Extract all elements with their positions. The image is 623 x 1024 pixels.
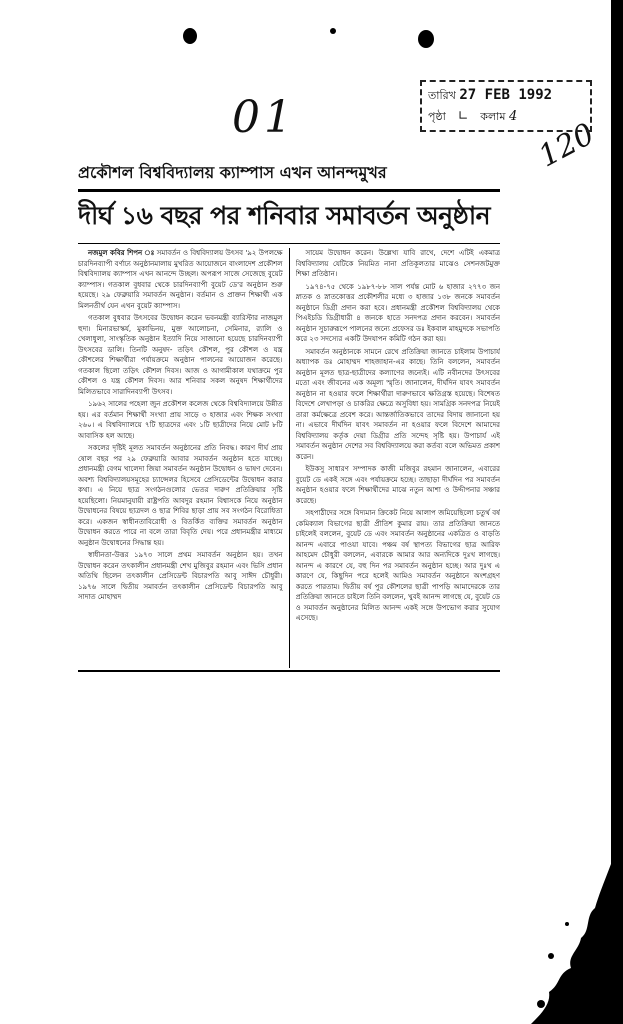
- handwritten-corner-mark: 120: [533, 116, 601, 175]
- scan-edge-damage: [521, 864, 611, 1024]
- article-paragraph: ১৯৭৪-৭৫ থেকে ১৯৮৭-৮৮ সাল পর্যন্ত মোট ৬ হাজার ২৭৭৩ জন স্নাতক ও স্নাতকোত্তর প্রকৌশলীর মধ্যে ৩ হাজার ১৩৮ জনকে সমাবর্তন অনুষ্ঠানে ডিগ্রী প্রদান করা হবে। প্রধানমন্ত্রী প্রকৌশল বিশ্ববিদ্যালয় থেকে পিএইচডি ডিগ্রীধারী ৪ জনকে হাতে সনদপত্র প্রদান করবেন। সমাবর্তন অনুষ্ঠান সুচারুরূপে পালনের জন্যে প্রফেসর ডঃ ইকবাল মাহমুদকে সভাপতি করে ২৩ সদস্যের একটি উদযাপন কমিটি গঠন করা হয়।: [295, 282, 501, 343]
- date-stamp: [420, 80, 592, 132]
- column-divider: [289, 248, 290, 668]
- article-text: সমাবর্তন ও বিশ্ববিদ্যালয় উৎসব '৯২ উপলক্ষে চারদিনব্যাপী বর্ণাঢ্য অনুষ্ঠানমালায় মুখরিত আয়োজনে বাংলাদেশ প্রকৌশল বিশ্ববিদ্যালয় ক্যাম্পাস এখন আনন্দে উচ্ছল। অপরূপ সাজে সেজেছে বুয়েট ক্যাম্পাস। গতকাল বুধবার থেকে চারদিনব্যাপী বুয়েট ডে'র অনুষ্ঠান শুরু হয়েছে। ২৯ ফেব্রুয়ারি সমাবর্তন অনুষ্ঠান। বর্তমান ও প্রাক্তন শিক্ষার্থী এক মিলনতীর্থ যেন এখন বুয়েট ক্যাম্পাস।: [78, 249, 283, 310]
- article-paragraph: সমাবর্তন অনুষ্ঠানকে সামনে রেখে প্রতিক্রিয়া জানতে চাইলাম উপাচার্য অধ্যাপক ডঃ মোহাম্মদ শাহজাহান-এর কাছে। তিনি বললেন, সমাবর্তন অনুষ্ঠান মূলত ছাত্র-ছাত্রীদের কল্যাণের জন্যেই। এটি নবীনদের উৎসবের মতো এবং জীবনের এক অমূল্য স্মৃতি। জানালেন, দীর্ঘদিন যাবৎ সমাবর্তন অনুষ্ঠান না হওয়ার ফলে শিক্ষার্থীরা দারুণভাবে ক্ষতিগ্রস্ত হয়েছে। বিশেষত বিদেশে লেখাপড়া ও চাকরির ক্ষেত্রে অসুবিধা হয়। সামগ্রিক সনদপত্র নিয়েই তারা কর্মক্ষেত্রে প্রবেশ করে। আন্তর্জাতিকভাবে তাদের বিদায় জানানো হয় না। এভাবে দীর্ঘদিন যাবৎ সমাবর্তন না হওয়ার ফলে বিদেশে আমাদের বিশ্ববিদ্যালয় কর্তৃক দেয়া ডিগ্রীর প্রতি সন্দেহ সৃষ্টি হয়। উপাচার্য এই সমাবর্তন অনুষ্ঠান দেশের সব বিশ্ববিদ্যালয়ে করা কর্তব্য বলে অভিমত প্রকাশ করেন।: [295, 347, 501, 461]
- stamp-column-value: 4: [508, 109, 518, 124]
- article-paragraph: [78, 248, 283, 311]
- stamp-date-row: [428, 84, 584, 106]
- stamp-column-label: কলাম: [480, 110, 506, 123]
- article-subheadline: প্রকৌশল বিশ্ববিদ্যালয় ক্যাম্পাস এখন আনন্দমুখর: [78, 160, 500, 192]
- ink-blot-top-left: [183, 28, 197, 44]
- article-paragraph: সহপাঠীদের সঙ্গে বিদ্যমান ক্রিকেট নিয়ে আলাপ জমিয়েছিলো চতুর্থ বর্ষ কেমিক্যাল বিভাগের ছাত্রী প্রীতিশ কুমার রায়। তার প্রতিক্রিয়া জানতে চাইলেই বললেন, বুয়েট ডে এবং সমাবর্তন অনুষ্ঠানের একত্রিত ও বাড়তি আনন্দ এবারে পাওয়া যাবে। পঞ্চম বর্ষ স্থাপত্য বিভাগের ছাত্র আরিফ আহমেদ চৌধুরী বললেন, এবারকে আমার আর অন্যদিকে দুঃখ লাগছে। আনন্দ এ কারণে যে, বহু দিন পর সমাবর্তন অনুষ্ঠান হচ্ছে। আর দুঃখ এ কারণে যে, কিছুদিন পরে হলেই আমিও সমাবর্তন অনুষ্ঠানে অংশগ্রহণ করতে পারতাম। দ্বিতীয় বর্ষ পুর কৌশলের ছাত্রী পাপড়ি আমাদেরকে তার প্রতিক্রিয়া জানতে চাইলে তিনি বললেন, খুবই আনন্দ লাগছে যে, বুয়েট ডে ও সমাবর্তন অনুষ্ঠানের মিলিত আনন্দ একই সঙ্গে উপভোগ করার সুযোগ এসেছে।: [295, 509, 501, 622]
- stamp-date-value: 27 FEB 1992: [459, 87, 553, 103]
- article-body: [78, 243, 500, 668]
- newspaper-clipping: [78, 160, 500, 672]
- article-end-rule: [78, 670, 500, 672]
- ink-blot-top-small: [330, 28, 336, 34]
- article-paragraph: সায়েম উদ্বোধন করেন। উল্লেখ্য যাবি রাখে, দেশে এটিই একমাত্র বিশ্ববিদ্যালয় যেটিকে নিয়মিত নানা প্রতিকূলতার মাঝেও সেশনজটমুক্ত শিক্ষা প্রতিষ্ঠান।: [295, 249, 501, 278]
- stamp-page-row: [428, 106, 584, 128]
- article-paragraph: ১৯৬২ সালের পহেলা জুন প্রকৌশল কলেজ থেকে বিশ্ববিদ্যালয়ে উন্নীত হয়। এর বর্তমান শিক্ষার্থী সংখ্যা প্রায় সাড়ে ৩ হাজার এবং শিক্ষক সংখ্যা ২৬০। এ বিশ্ববিদ্যালয়ে ৭টি ছাত্রদের এবং ১টি ছাত্রীদের নিয়ে মোট ৮টি আবাসিক হল আছে।: [78, 400, 283, 440]
- article-paragraph: ইউকসু সাধারণ সম্পাদক কাজী মজিবুর রহমান জানালেন, এবারের বুয়েট ডে একই সঙ্গে এবং পর্যায়ক্রমে হচ্ছে। তাছাড়া দীর্ঘদিন পর সমাবর্তন অনুষ্ঠান হওয়ার ফলে শিক্ষার্থীদের মাঝে নতুন আশা ও উদ্দীপনার সঞ্চার করেছে।: [295, 465, 501, 505]
- stamp-page-mark: ∟: [449, 109, 477, 124]
- ink-blot-top-right: [418, 30, 434, 48]
- scan-right-border: [611, 0, 623, 1024]
- article-column-2: [296, 248, 501, 668]
- article-byline: নজমুল কবির শিপন ঃ: [88, 249, 155, 257]
- handwritten-page-number: 01: [232, 92, 296, 143]
- article-headline: দীর্ঘ ১৬ বছর পর শনিবার সমাবর্তন অনুষ্ঠান: [78, 201, 491, 230]
- article-paragraph: গতকাল বুধবার উৎসবের উদ্বোধন করেন ভবনমন্ত্রী ব্যারিস্টার নাজমুল হুদা। মিনারভাস্কর্য, মুকাভিনয়, মুক্ত আলোচনা, সেমিনার, র‍্যালি ও খেলাধুলা, সাংস্কৃতিক অনুষ্ঠান ইত্যাদি নিয়ে সাজানো হয়েছে চারদিনব্যাপী উৎসবের ডালি। তিনটি অনুষদ- তড়িৎ কৌশল, পুর কৌশল ও যন্ত্র কৌশলের শিক্ষার্থীরা পর্যায়ক্রমে অনুষ্ঠান পালনের আয়োজন করেছে। গতকাল ছিলো তড়িৎ কৌশল দিবস। আজ ও আগামীকাল যথাক্রমে পুর কৌশল ও যন্ত্র কৌশল দিবস। আর শনিবার সকল অনুষদ শিক্ষার্থীদের মিলিতভাবে সারাদিনব্যাপী উৎসব।: [78, 314, 283, 396]
- stamp-date-label: তারিখ: [428, 89, 456, 102]
- article-paragraph: স্বাধীনতা-উত্তর ১৯৭৩ সালে প্রথম সমাবর্তন অনুষ্ঠান হয়। তখন উদ্বোধন করেন তৎকালীন প্রধানমন্ত্রী শেখ মুজিবুর রহমান এবং ভিসি প্রধান অতিথি ছিলেন তৎকালীন প্রেসিডেন্ট বিচারপতি আবু সাঈদ চৌধুরী। ১৯৭৬ সালে দ্বিতীয় সমাবর্তন তৎকালীন প্রেসিডেন্ট বিচারপতি আবু সাদাত মোহাম্মদ: [78, 551, 283, 601]
- article-paragraph: সকলের দৃষ্টিই মূলত সমাবর্তন অনুষ্ঠানের প্রতি নিবদ্ধ। কারণ দীর্ঘ প্রায় ষোল বছর পর ২৯ ফেব্রুয়ারি আবার সমাবর্তন অনুষ্ঠান হতে যাচ্ছে। প্রধানমন্ত্রী বেগম খালেদা জিয়া সমাবর্তন অনুষ্ঠান উদ্বোধন ও ভাষণ দেবেন। অবশ্য বিশ্ববিদ্যালয়সমূহের চ্যান্সেলর হিসেবে প্রেসিডেন্টের উদ্বোধন করার কথা। এ নিয়ে ছাত্র সংগঠনগুলোর ভেতর দারুণ প্রতিক্রিয়ার সৃষ্টি হয়েছিলো। নিয়মানুযায়ী রাষ্ট্রপতি আবদুর রহমান বিশ্বাসকে নিয়ে অনুষ্ঠান উদ্বোধনের বিষয়ে ছাত্রদল ও ছাত্র শিবির ছাড়া প্রায় সব সংগঠন বিরোধিতা করে। একজন স্বাধীনতাবিরোধী ও বিতর্কিত ব্যক্তির সমাবর্তন অনুষ্ঠান উদ্বোধন করতে পারে না বলে তারা বিবৃতি দেয়। পরে প্রধানমন্ত্রীর মাধ্যমে অনুষ্ঠান উদ্বোধনের সিদ্ধান্ত হয়।: [78, 444, 283, 547]
- stamp-page-label: পৃষ্ঠা: [428, 110, 446, 123]
- article-column-1: [78, 248, 283, 668]
